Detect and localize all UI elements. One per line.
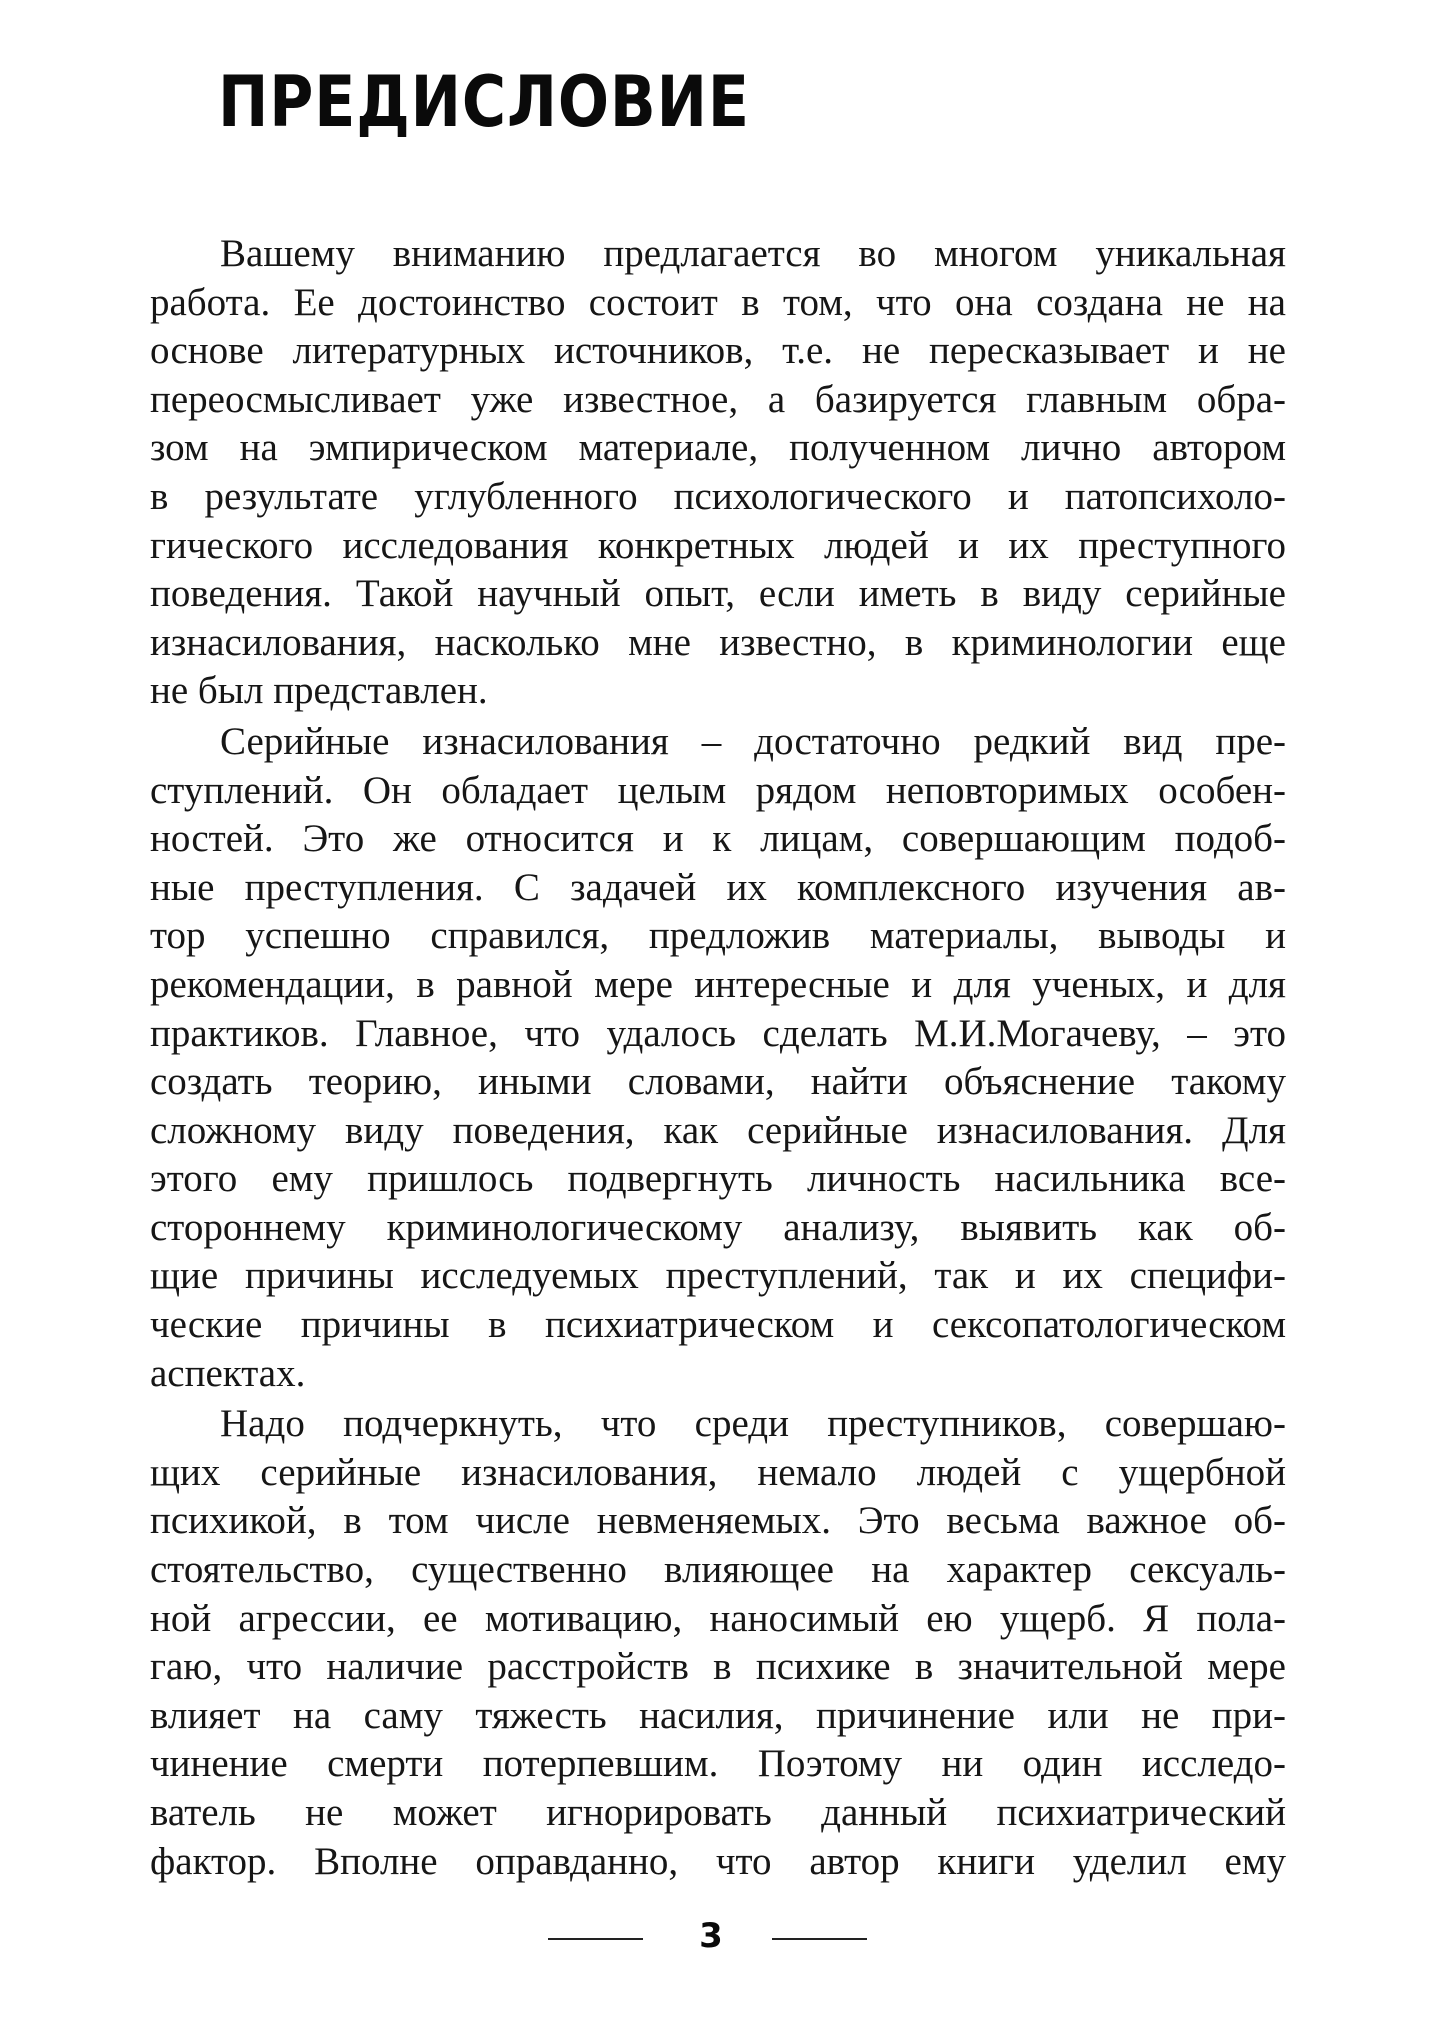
text-line: стороннему криминологическому анализу, выявить как об- (150, 1205, 1286, 1249)
text-line: ные преступления. С задачей их комплексного изучения ав- (150, 865, 1286, 909)
paragraph-1 (150, 230, 1286, 716)
text-line: этого ему пришлось подвергнуть личность насильника все- (150, 1157, 1286, 1201)
text-line: влияет на саму тяжесть насилия, причинение или не при- (150, 1693, 1286, 1737)
text-line: щих серийные изнасилования, немало людей с ущербной (150, 1450, 1286, 1494)
text-line: создать теорию, иными словами, найти объяснение такому (150, 1060, 1286, 1104)
text-line: в результате углубленного психологического и патопсихоло- (150, 474, 1286, 518)
footer-rule-right (772, 1938, 867, 1940)
footer-rule-left (548, 1938, 643, 1940)
page-number: 3 (699, 1916, 723, 1956)
paragraph-2 (150, 718, 1286, 1398)
text-line: психикой, в том числе невменяемых. Это весьма важное об- (150, 1499, 1286, 1543)
text-line: основе литературных источников, т.е. не пересказывает и не (150, 329, 1286, 373)
text-line: ватель не может игнорировать данный психиатрический (150, 1791, 1286, 1834)
body-text (150, 230, 1286, 1888)
text-line: ной агрессии, ее мотивацию, наносимый ею ущерб. Я пола- (150, 1596, 1286, 1640)
text-line: не был представлен. (150, 669, 488, 713)
text-line: переосмысливает уже известное, а базируется главным обра- (150, 377, 1286, 421)
text-line: ностей. Это же относится и к лицам, совершающим подоб- (150, 817, 1286, 861)
text-line: рекомендации, в равной мере интересные и для ученых, и для (150, 962, 1286, 1006)
page-footer (0, 1916, 1444, 1956)
text-line: изнасилования, насколько мне известно, в криминологии еще (150, 620, 1286, 664)
text-line: работа. Ее достоинство состоит в том, что она создана не на (150, 280, 1286, 324)
text-line: зом на эмпирическом материале, полученном лично автором (150, 426, 1286, 470)
text-line: практиков. Главное, что удалось сделать М.И.Могачеву, – это (150, 1011, 1286, 1055)
text-line: Вашему вниманию предлагается во многом уникальная (220, 232, 1286, 275)
text-line: гического исследования конкретных людей и их преступного (150, 523, 1286, 567)
text-line: поведения. Такой научный опыт, если иметь в виду серийные (150, 572, 1286, 616)
text-line: фактор. Вполне оправданно, что автор книги уделил ему (150, 1839, 1286, 1883)
text-line: тор успешно справился, предложив материалы, выводы и (150, 914, 1286, 958)
text-line: чинение смерти потерпевшим. Поэтому ни один исследо- (150, 1742, 1286, 1786)
text-line: Серийные изнасилования – достаточно редкий вид пре- (220, 719, 1286, 763)
text-line: гаю, что наличие расстройств в психике в значительной мере (150, 1645, 1286, 1689)
text-line: сложному виду поведения, как серийные изнасилования. Для (150, 1108, 1286, 1152)
text-line: щие причины исследуемых преступлений, так и их специфи- (150, 1254, 1286, 1298)
paragraph-3 (150, 1400, 1286, 1886)
text-line: Надо подчеркнуть, что среди преступников, совершаю- (220, 1402, 1286, 1446)
text-line: аспектах. (150, 1351, 306, 1395)
text-line: стоятельство, существенно влияющее на характер сексуаль- (150, 1548, 1286, 1592)
text-line: ступлений. Он обладает целым рядом неповторимых особен- (150, 768, 1286, 812)
page-title: ПРЕДИСЛОВИЕ (218, 61, 750, 143)
text-line: ческие причины в психиатрическом и сексопатологическом (150, 1303, 1286, 1347)
